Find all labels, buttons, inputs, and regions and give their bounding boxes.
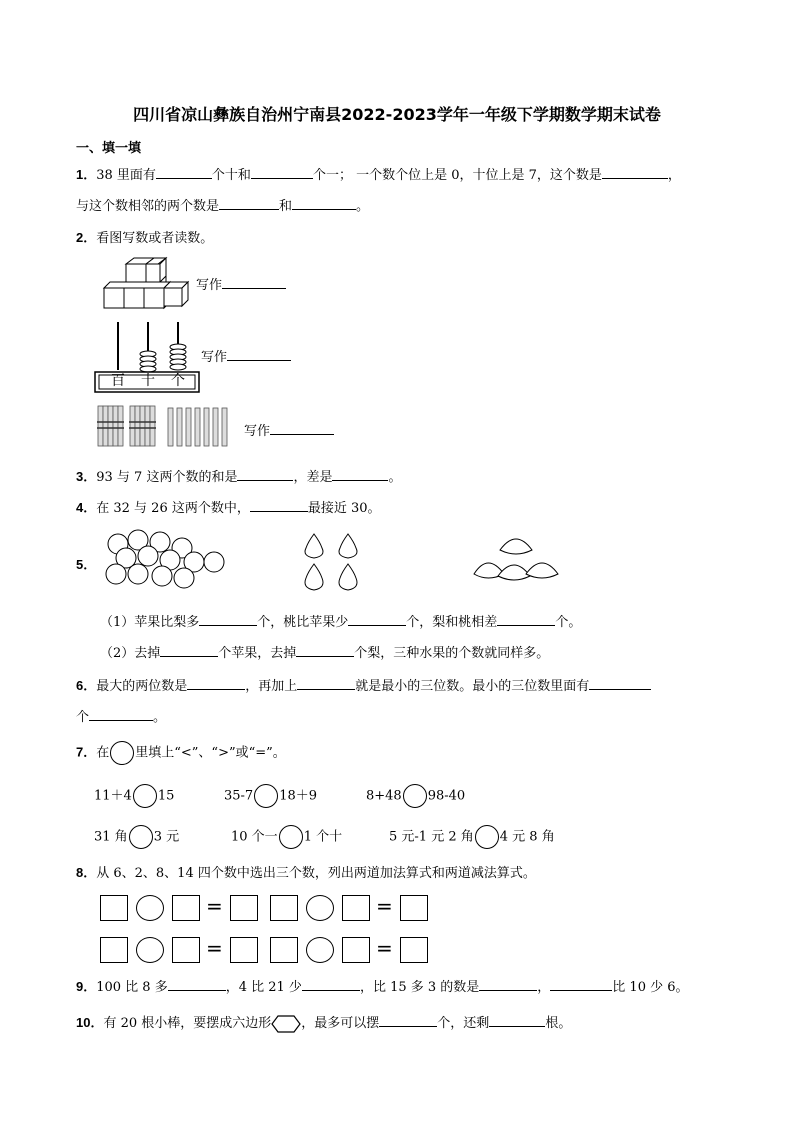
answer-blank[interactable] xyxy=(250,498,308,512)
write-answer-1: 写作 xyxy=(196,275,286,295)
peaches-picture xyxy=(470,528,564,586)
question-4: 4．在 32 与 26 这两个数中， 最接近 30。 xyxy=(76,500,381,516)
answer-blank[interactable] xyxy=(296,643,354,657)
write-answer-3: 写作 xyxy=(244,421,334,441)
answer-circle[interactable] xyxy=(133,784,157,808)
page-title: 四川省凉山彝族自治州宁南县2022-2023学年一年级下学期数学期末试卷 xyxy=(133,105,661,124)
answer-blank[interactable] xyxy=(479,977,537,991)
operator-oval[interactable] xyxy=(306,937,334,963)
answer-blank[interactable] xyxy=(379,1013,437,1027)
answer-blank[interactable] xyxy=(302,977,360,991)
equals-sign: = xyxy=(206,936,223,960)
answer-blank[interactable] xyxy=(160,643,218,657)
answer-circle[interactable] xyxy=(279,825,303,849)
question-10: 10．有 20 根小棒，要摆成六边形 ，最多可以摆 个，还剩 根。 xyxy=(76,1015,572,1031)
operator-oval[interactable] xyxy=(136,895,164,921)
answer-blank[interactable] xyxy=(589,676,651,690)
question-5-part-1: （1）苹果比梨多 个，桃比苹果少 个，梨和桃相差 个。 xyxy=(100,612,581,632)
question-number: 1． xyxy=(76,167,97,182)
answer-blank[interactable] xyxy=(237,467,293,481)
question-6-line-2: 个 。 xyxy=(76,707,166,727)
question-3: 3．93 与 7 这两个数的和是 ，差是 。 xyxy=(76,469,402,485)
answer-blank[interactable] xyxy=(219,196,279,210)
answer-box[interactable] xyxy=(400,937,428,963)
answer-box[interactable] xyxy=(230,895,258,921)
compare-item: 11＋4 15 xyxy=(94,784,174,808)
answer-blank[interactable] xyxy=(332,467,388,481)
answer-box[interactable] xyxy=(100,937,128,963)
compare-item: 35-7 18＋9 xyxy=(224,784,317,808)
answer-blank[interactable] xyxy=(251,165,313,179)
answer-blank[interactable] xyxy=(602,165,668,179)
section-heading: 一、填一填 xyxy=(76,141,142,156)
answer-blank[interactable] xyxy=(489,1013,545,1027)
answer-box[interactable] xyxy=(172,937,200,963)
question-5-number: 5． xyxy=(76,557,97,572)
question-1-line-1: 1．38 里面有 个十和 个一； 一个数个位上是 0，十位上是 7，这个数是 ， xyxy=(76,167,681,183)
answer-box[interactable] xyxy=(400,895,428,921)
write-answer-2: 写作 xyxy=(201,347,291,367)
question-6-line-1: 6．最大的两位数是 ，再加上 就是最小的三位数。最小的三位数里面有 xyxy=(76,676,651,696)
hexagon-icon xyxy=(271,1015,301,1033)
answer-box[interactable] xyxy=(230,937,258,963)
operator-oval[interactable] xyxy=(306,895,334,921)
question-8: 8．从 6、2、8、14 四个数中选出三个数，列出两道加法算式和两道减法算式。 xyxy=(76,865,536,881)
answer-box[interactable] xyxy=(270,937,298,963)
question-7: 7．在 里填上“<”、“>”或“=”。 xyxy=(76,741,286,765)
question-2: 2．看图写数或者读数。 xyxy=(76,230,214,246)
answer-blank[interactable] xyxy=(222,275,286,289)
answer-blank[interactable] xyxy=(348,612,406,626)
compare-item: 10 个一 1 个十 xyxy=(231,825,342,849)
equals-sign: = xyxy=(376,936,393,960)
answer-circle[interactable] xyxy=(403,784,427,808)
compare-item: 31 角 3 元 xyxy=(94,825,179,849)
equals-sign: = xyxy=(206,894,223,918)
compare-item: 5 元-1 元 2 角 4 元 8 角 xyxy=(389,825,555,849)
sticks-bundles-figure xyxy=(94,404,240,448)
answer-circle[interactable] xyxy=(129,825,153,849)
circle-icon xyxy=(110,741,134,765)
answer-blank[interactable] xyxy=(187,676,245,690)
answer-box[interactable] xyxy=(342,937,370,963)
compare-item: 8+48 98-40 xyxy=(366,784,465,808)
answer-blank[interactable] xyxy=(199,612,257,626)
answer-blank[interactable] xyxy=(297,676,355,690)
question-5-part-2: （2）去掉 个苹果，去掉 个梨，三种水果的个数就同样多。 xyxy=(100,643,549,663)
answer-box[interactable] xyxy=(172,895,200,921)
answer-blank[interactable] xyxy=(497,612,555,626)
answer-blank[interactable] xyxy=(168,977,226,991)
answer-circle[interactable] xyxy=(475,825,499,849)
answer-box[interactable] xyxy=(270,895,298,921)
equals-sign: = xyxy=(376,894,393,918)
answer-blank[interactable] xyxy=(89,707,153,721)
unit-cubes-figure xyxy=(100,256,192,310)
apples-picture xyxy=(104,528,228,594)
answer-circle[interactable] xyxy=(254,784,278,808)
question-9: 9．100 比 8 多 ，4 比 21 少 ，比 15 多 3 的数是 ， 比 10 少 6。 xyxy=(76,979,689,995)
answer-blank[interactable] xyxy=(292,196,356,210)
answer-blank[interactable] xyxy=(227,347,291,361)
question-1-line-2: 与这个数相邻的两个数是 和 。 xyxy=(76,196,369,216)
operator-oval[interactable] xyxy=(136,937,164,963)
answer-box[interactable] xyxy=(342,895,370,921)
answer-box[interactable] xyxy=(100,895,128,921)
answer-blank[interactable] xyxy=(270,421,334,435)
answer-blank[interactable] xyxy=(550,977,612,991)
pears-picture xyxy=(298,530,366,594)
answer-blank[interactable] xyxy=(156,165,212,179)
